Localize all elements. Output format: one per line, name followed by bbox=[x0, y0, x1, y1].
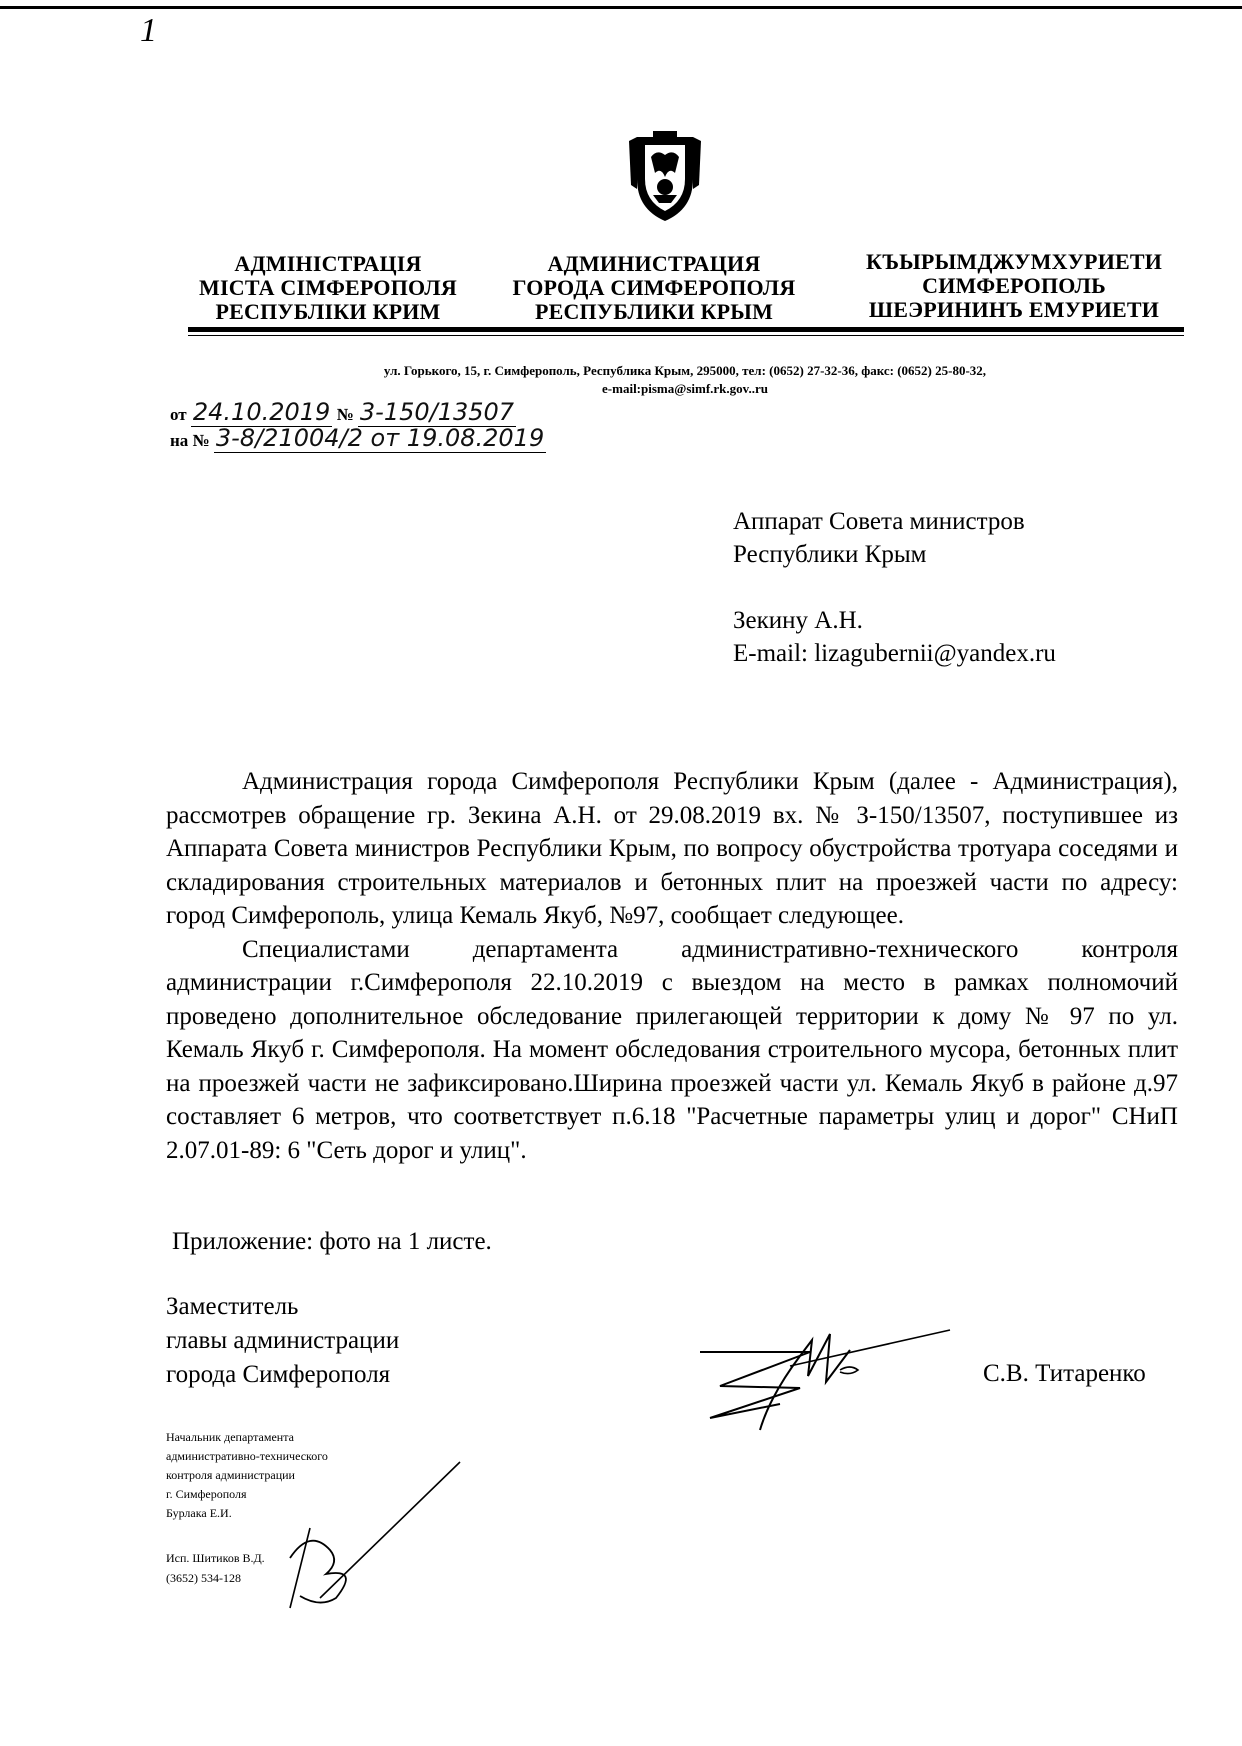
reply-label: на № bbox=[170, 431, 210, 450]
registration-reply bbox=[170, 424, 546, 452]
approval-line2: административно-технического bbox=[166, 1449, 328, 1463]
header-russian-line3: РЕСПУБЛИКИ КРЫМ bbox=[534, 299, 774, 324]
signatory-title-line3: города Симферополя bbox=[166, 1361, 391, 1388]
reply-reference: 3-8/21004/2 от 19.08.2019 bbox=[215, 424, 545, 452]
signatory-name: С.В. Титаренко bbox=[983, 1360, 1146, 1387]
header-divider-thick bbox=[188, 327, 1184, 332]
contact-line-address: ул. Горького, 15, г. Симферополь, Республика Крым, 295000, тел: (0652) 27-32-36, факс: (0652) 25-80-32, bbox=[383, 363, 987, 378]
executor-phone: (3652) 534-128 bbox=[166, 1571, 241, 1585]
signatory-title bbox=[166, 1290, 399, 1392]
approval-line4: г. Симферополя bbox=[166, 1487, 247, 1501]
outgoing-date: 24.10.2019 bbox=[192, 398, 331, 426]
approval-line5: Бурлака Е.И. bbox=[166, 1506, 232, 1520]
page-number: 1 bbox=[140, 12, 157, 49]
body-paragraph-2: Специалистами департамента административно-технического контроля администрации г.Симферополя 22.10.2019 с выездом на место в рамках полномочий проведено дополнительное обследование прилегающей территории к дому № 97 по ул. Кемаль Якуб г. Симферополя. На момент обследования строительного мусора, бетонных плит на проезжей части не зафиксировано.Ширина проезжей части ул. Кемаль Якуб в районе д.97 составляет 6 метров, что соответствует п.6.18 "Расчетные параметры улиц и дорог" СНиП 2.07.01-89: 6 "Сеть дорог и улиц". bbox=[166, 935, 1178, 1164]
header-ukrainian-line2: МІСТА СІМФЕРОПОЛЯ bbox=[199, 275, 457, 300]
addressee-block bbox=[733, 505, 1056, 670]
addressee-org-line1: Аппарат Совета министров bbox=[733, 508, 1025, 535]
approval-line1: Начальник департамента bbox=[166, 1430, 294, 1444]
from-label: от bbox=[170, 405, 187, 424]
signature-approval-icon bbox=[270, 1458, 470, 1618]
body-paragraph-1: Администрация города Симферополя Республики Крым (далее - Администрация), рассмотрев обращение гр. Зекина А.Н. от 29.08.2019 вх. № З-150/13507, поступившее из Аппарата Совета министров Республики Крым, по вопросу обустройства тротуара соседями и складирования строительных материалов и бетонных плит на проезжей части по адресу: город Симферополь, улица Кемаль Якуб, №97, сообщает следующее. bbox=[166, 768, 1178, 929]
header-crimean-tatar bbox=[844, 250, 1184, 322]
addressee-org-line2: Республики Крым bbox=[733, 541, 927, 568]
header-ukrainian-line1: АДМІНІСТРАЦІЯ bbox=[234, 251, 422, 276]
header-crimean-tatar-line2: СИМФЕРОПОЛЬ bbox=[922, 273, 1106, 298]
contact-line-email: e-mail:pisma@simf.rk.gov..ru bbox=[602, 381, 768, 396]
header-ukrainian-line3: РЕСПУБЛІКИ КРИМ bbox=[215, 299, 441, 324]
outgoing-number: 3-150/13507 bbox=[359, 398, 515, 426]
executor-name: Исп. Шитиков В.Д. bbox=[166, 1551, 265, 1565]
signature-main-icon bbox=[690, 1326, 960, 1436]
letter-body bbox=[166, 765, 1178, 1167]
header-russian bbox=[494, 252, 814, 324]
addressee-name: Зекину А.Н. bbox=[733, 607, 863, 634]
attachment-note: Приложение: фото на 1 листе. bbox=[172, 1228, 492, 1255]
signatory-title-line2: главы администрации bbox=[166, 1327, 400, 1354]
approval-line3: контроля администрации bbox=[166, 1468, 295, 1482]
header-russian-line2: ГОРОДА СИМФЕРОПОЛЯ bbox=[512, 275, 796, 300]
signatory-title-line1: Заместитель bbox=[166, 1293, 299, 1320]
registration-outgoing bbox=[170, 398, 516, 426]
top-scan-edge bbox=[0, 6, 1242, 9]
addressee-email: E-mail: lizagubernii@yandex.ru bbox=[733, 640, 1056, 667]
header-divider-thin bbox=[188, 335, 1184, 336]
header-crimean-tatar-line1: КЪЫРЫМДЖУМХУРИЕТИ bbox=[865, 249, 1163, 274]
contact-info bbox=[190, 362, 1180, 398]
header-ukrainian bbox=[188, 252, 468, 324]
header-crimean-tatar-line3: ШЕЭРИНИНЪ ЕМУРИЕТИ bbox=[868, 297, 1160, 322]
executor-block bbox=[166, 1548, 265, 1588]
number-label: № bbox=[336, 405, 354, 424]
coat-of-arms-icon bbox=[627, 129, 703, 225]
header-russian-line1: АДМИНИСТРАЦИЯ bbox=[547, 251, 761, 276]
